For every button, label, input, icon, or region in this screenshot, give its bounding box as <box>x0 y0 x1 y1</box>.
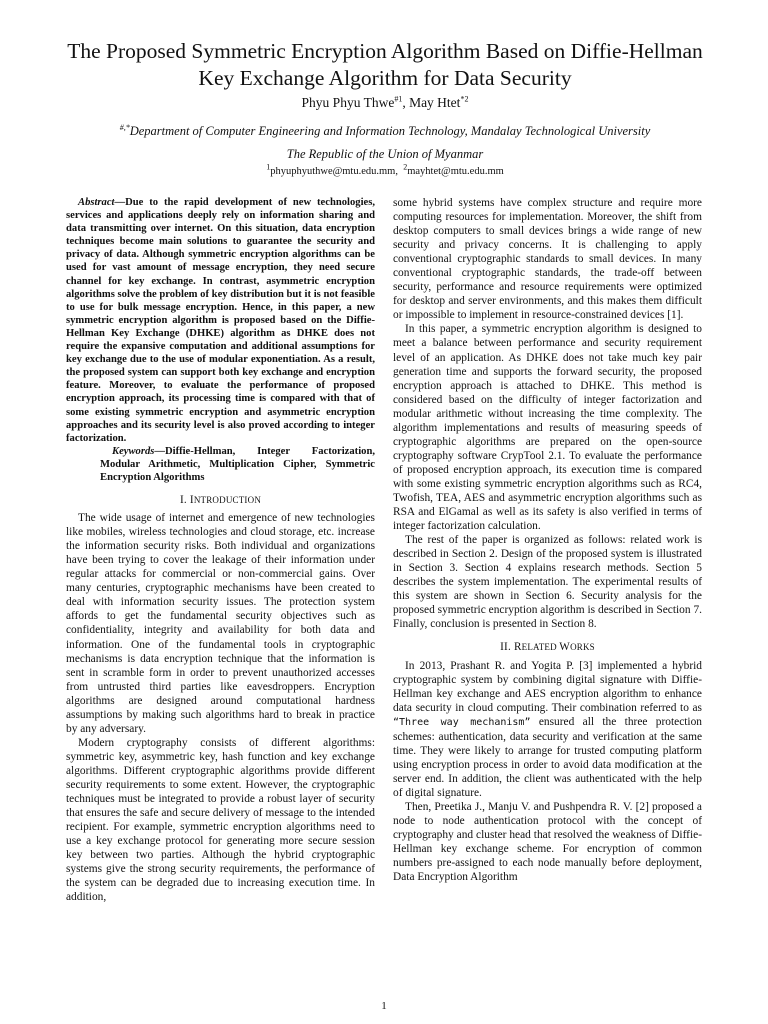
section-initial-2: W <box>559 641 571 654</box>
title-line-2: Key Exchange Algorithm for Data Security <box>198 66 572 90</box>
affiliation-mark: #,* <box>119 122 130 132</box>
intro-paragraph-5: The rest of the paper is organized as follows: related work is described in Section 2. Design of the proposed system is illustrated in Section 3. Section 4 explains research methods. Section 5 describes the system implementation. The experimental results of this system are shown in Section 6. Security analysis for the proposed symmetric encryption algorithm is described in Section 7. Finally, conclusion is presented in Section 8. <box>393 534 702 631</box>
section-initial: I <box>189 494 194 507</box>
section-title-part: ELATED <box>521 642 560 653</box>
intro-paragraph-3: some hybrid systems have complex structure and require more computing resources for implementation. Moreover, the shift from desktop computers to small devices brings a wide range of new security and privacy concerns. It is challenging to apply conventional cryptographic standards to small devices. In many conventional cryptographic standards, the trade-off between security, performance and resource requirements were optimized for desktop and server environments, and this makes them difficult or impossible to implement in resource-constrained devices [1]. <box>393 197 702 322</box>
right-column <box>393 196 702 884</box>
author-separator: , <box>402 95 410 110</box>
affiliation <box>40 124 730 139</box>
section-heading-related-works <box>393 640 702 654</box>
author-1-mark: #1 <box>394 94 403 104</box>
email-2: mayhtet@mtu.edu.mm <box>407 166 504 177</box>
intro-paragraph-4: In this paper, a symmetric encryption algorithm is designed to meet a balance between performance and security requirement level of an application. As DHKE does not take much key pair generation time and supports the forward security, the proposed encryption approach is attached to DHKE. This method is considered based on the difficulty of integer factorization and modular arithmetic without increasing the time complexity. The algorithm implementations and results of measuring speeds of cryptographic algorithms are prepared on the open-source cryptography software CrypTool 2.1. To evaluate the performance of proposed encryption approach, its execution time is compared with some existing symmetric encryption algorithms such as RC4, Twofish, TEA, AES and asymmetric encryption algorithms such as RSA and ElGamal as well as its safety is also verified in terms of integer factorization calculation. <box>393 323 702 533</box>
paper-title <box>40 38 730 92</box>
related-work-paragraph-2: Then, Preetika J., Manju V. and Pushpendra R. V. [2] proposed a node to node authentication protocol with the concept of cryptography and cluster head that resolved the weakness of Diffie-Hellman key exchange scheme. For encryption of common numbers pre-assigned to each node manually before deployment, Data Encryption Algorithm <box>393 800 702 884</box>
intro-paragraph-2: Modern cryptography consists of different algorithms: symmetric key, asymmetric key, hash function and key exchange algorithms. Different cryptographic algorithms provide different security requirements to some extent. However, the cryptographic techniques must be integrated to provide a robust layer of security that ensures the safe and secure delivery of message to the intended recipient. For example, symmetric encryption algorithms need to use a key exchange protocol for generating more secure session key between two parties. Although the hybrid cryptographic systems give the strong security requirements, the performance of the system can be degraded due to increasing execution time. In addition, <box>66 736 375 904</box>
section-title-rest: NTRODUCTION <box>193 495 262 506</box>
author-2: May Htet <box>409 95 461 110</box>
keywords <box>66 445 375 484</box>
author-emails <box>40 162 730 177</box>
author-list <box>40 95 730 111</box>
section-number: II. <box>500 641 514 654</box>
affiliation-text: Department of Computer Engineering and Information Technology, Mandalay Technological University <box>129 124 651 138</box>
intro-paragraph-1: The wide usage of internet and emergence of new technologies like mobiles, wireless technologies and cloud storage, etc. increase the information security risks. Both individual and organizations have been trying to cover the leakage of their information under regular attacks for commercial or non-commercial gains. Over many centuries, cryptographic mechanisms have been created to deal with information security issues. The protection system affords to get the fundamental security objectives such as confidentiality, integrity and availability for both data and information. One of the fundamental tools in cryptographic mechanisms is data encryption technique that the information is sent in scramble form in order to prevent unauthorized accesses from untrusted third parties like eavesdroppers. Encryption algorithms are designed around computational hardness assumptions by making such algorithms hard to break in practice by any adversary. <box>66 512 375 735</box>
email-1-mark: 1 <box>266 162 271 172</box>
page-number: 1 <box>381 1000 387 1012</box>
author-2-mark: *2 <box>460 94 469 104</box>
related-work-text-a: In 2013, Prashant R. and Yogita P. [3] implemented a hybrid cryptographic system by combining digital signature with Diffie-Hellman key exchange and AES encryption algorithm to enhance data security in cloud computing. Their combination referred to as <box>393 659 702 714</box>
keywords-label: Keywords <box>112 445 155 457</box>
left-column <box>66 196 375 904</box>
email-2-mark: 2 <box>403 162 408 172</box>
section-number: I. <box>179 494 190 507</box>
related-work-text-b: ensured all the three protection schemes: authentication, data security and verification at the same time. They were likely to arrange for trusted computing platform using encryption process in order to avoid data modification at the server end. In addition, the client was authenticated with the help of digital signature. <box>393 715 702 799</box>
author-1: Phyu Phyu Thwe <box>301 95 395 110</box>
section-initial: R <box>513 641 522 654</box>
abstract <box>66 196 375 445</box>
abstract-text: —Due to the rapid development of new technologies, services and applications deeply rely on information sharing and data transmitting over internet. On this situation, data encryption techniques become main solutions to guarantee the security and privacy of data. Although symmetric encryption algorithms can be used for vast amount of message encryption, they need secure channel for key exchange. In contrast, asymmetric encryption algorithms solve the problem of key distribution but it is not feasible to use for bulk message encryption. Hence, in this paper, a new symmetric encryption algorithm is proposed based on the Diffie-Hellman Key Exchange (DHKE) algorithm as DHKE does not require the expansive computation and additional assumptions for key exchange due to the use of modular exponentiation. As a result, the proposed system can support both key exchange and encryption feature. Moreover, to evaluate the performance of proposed encryption approach, its processing time is compared with that of some existing symmetric encryption and asymmetric encryption approaches and its security level is also proved according to integer factorization. <box>66 197 375 444</box>
abstract-label: Abstract <box>78 197 115 208</box>
three-way-mechanism-term: “Three way mechanism” <box>393 716 531 728</box>
email-1: phyuphyuthwe@mtu.edu.mm, <box>270 166 398 177</box>
section-heading-introduction <box>66 493 375 507</box>
related-work-paragraph-1 <box>393 659 702 800</box>
section-title-rest: ORKS <box>570 642 595 653</box>
affiliation-country: The Republic of the Union of Myanmar <box>286 147 484 161</box>
title-line-1: The Proposed Symmetric Encryption Algorithm Based on Diffie-Hellman <box>67 39 703 63</box>
keywords-text: —Diffie-Hellman, Integer Factorization, Modular Arithmetic, Multiplication Cipher, Symmetric Encryption Algorithms <box>100 445 375 483</box>
